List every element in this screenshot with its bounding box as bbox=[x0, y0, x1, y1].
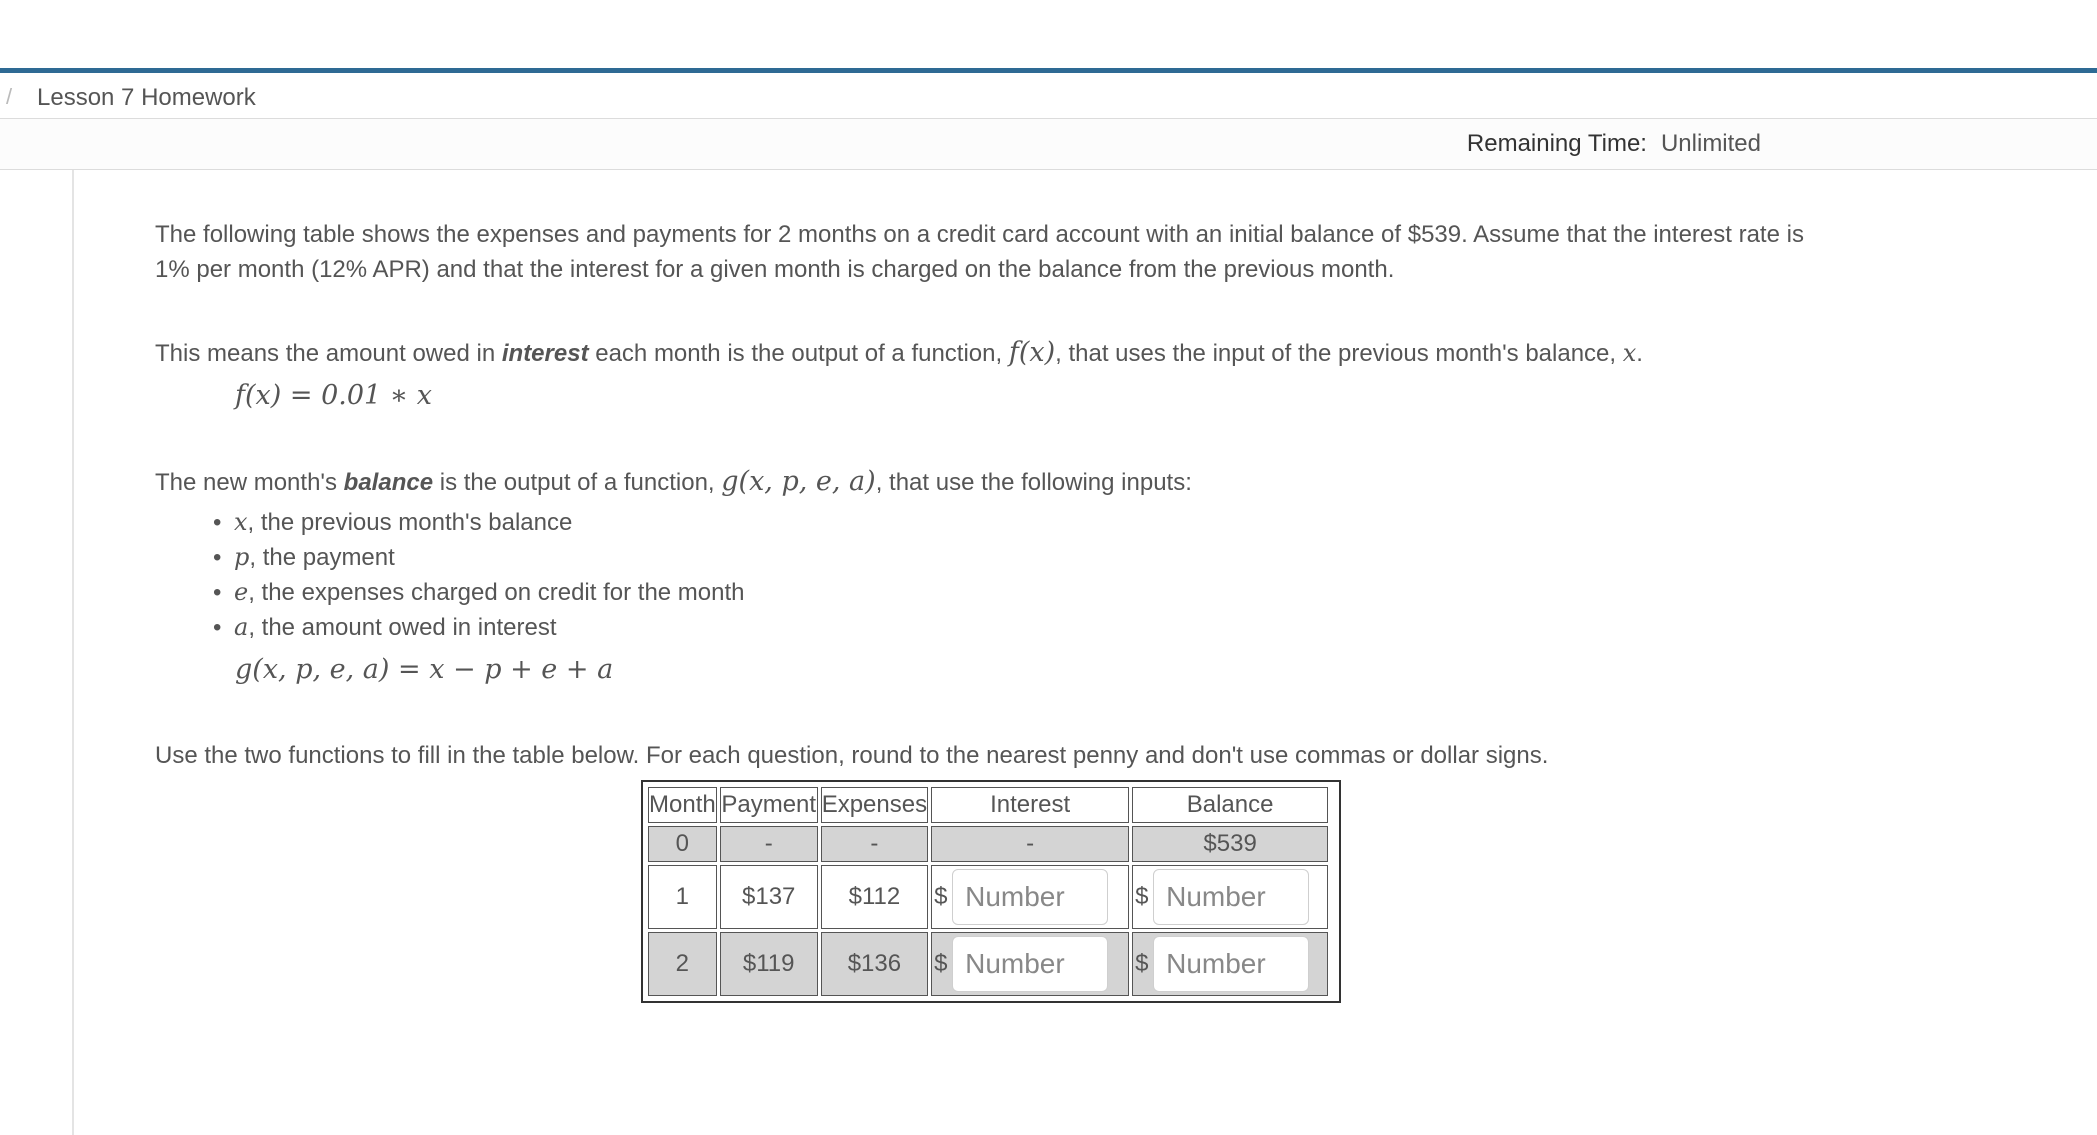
breadcrumb-separator: / bbox=[6, 84, 13, 109]
table-cell-payment: $137 bbox=[720, 865, 818, 929]
list-item-text: , the payment bbox=[249, 544, 395, 571]
column-header-balance: Balance bbox=[1132, 787, 1328, 823]
table-cell-interest bbox=[931, 865, 1129, 929]
remaining-time bbox=[1467, 130, 1761, 158]
interest-variable: x bbox=[1622, 339, 1637, 367]
table-cell-interest: - bbox=[931, 826, 1129, 862]
table-row bbox=[648, 932, 1328, 996]
breadcrumb bbox=[0, 73, 2097, 119]
list-item bbox=[213, 505, 745, 540]
currency-symbol: $ bbox=[934, 883, 948, 910]
instructions-paragraph: Use the two functions to fill in the table below. For each question, round to the nearest penny and don't use commas or dollar signs. bbox=[155, 742, 1549, 769]
list-item-text: , the expenses charged on credit for the month bbox=[248, 579, 745, 606]
balance-text-start: The new month's bbox=[155, 469, 344, 496]
column-header-interest: Interest bbox=[931, 787, 1129, 823]
currency-symbol: $ bbox=[1135, 883, 1149, 910]
left-divider bbox=[72, 170, 74, 1135]
interest-keyword: interest bbox=[501, 340, 589, 367]
month-1-balance-input[interactable] bbox=[1153, 869, 1309, 925]
table-row bbox=[648, 826, 1328, 862]
balance-paragraph bbox=[155, 464, 1192, 500]
balance-text-end: , that use the following inputs: bbox=[875, 469, 1192, 496]
list-item-variable: a bbox=[234, 613, 249, 641]
balance-function-notation: g(x, p, e, a) bbox=[721, 466, 876, 497]
month-2-interest-input[interactable] bbox=[952, 936, 1108, 992]
month-2-balance-input[interactable] bbox=[1153, 936, 1309, 992]
interest-text-mid: each month is the output of a function, bbox=[588, 340, 1009, 367]
input-list bbox=[213, 505, 745, 645]
table-cell-expenses: $112 bbox=[821, 865, 928, 929]
interest-text-period: . bbox=[1636, 340, 1643, 367]
list-item bbox=[213, 575, 745, 610]
interest-text-start: This means the amount owed in bbox=[155, 340, 502, 367]
answer-table bbox=[645, 784, 1331, 999]
remaining-time-value: Unlimited bbox=[1660, 130, 1761, 157]
column-header-payment: Payment bbox=[720, 787, 818, 823]
remaining-time-label: Remaining Time: bbox=[1466, 130, 1647, 157]
currency-symbol: $ bbox=[934, 950, 948, 977]
answer-cell bbox=[932, 936, 1128, 992]
list-item bbox=[213, 610, 745, 645]
list-item-variable: x bbox=[234, 508, 248, 536]
list-item-variable: e bbox=[234, 578, 249, 606]
intro-line-1: The following table shows the expenses and payments for 2 months on a credit card account with an initial balance of $539. Assume that the interest rate is bbox=[155, 221, 1804, 248]
table-header-row bbox=[648, 787, 1328, 823]
table-cell-month: 1 bbox=[648, 865, 717, 929]
answer-cell bbox=[1133, 936, 1327, 992]
table-cell-interest bbox=[931, 932, 1129, 996]
interest-function-notation: f(x) bbox=[1008, 337, 1056, 368]
intro-line-2: 1% per month (12% APR) and that the interest for a given month is charged on the balance from the previous month. bbox=[155, 256, 1395, 283]
interest-text-end: , that uses the input of the previous month's balance, bbox=[1055, 340, 1623, 367]
table-cell-expenses: $136 bbox=[821, 932, 928, 996]
interest-equation: f(x) = 0.01 ∗ x bbox=[235, 380, 432, 411]
column-header-month: Month bbox=[648, 787, 717, 823]
table-cell-payment: - bbox=[720, 826, 818, 862]
balance-keyword: balance bbox=[343, 469, 434, 496]
table-cell-expenses: - bbox=[821, 826, 928, 862]
list-item-text: , the previous month's balance bbox=[247, 509, 573, 536]
column-header-expenses: Expenses bbox=[821, 787, 928, 823]
answer-cell bbox=[932, 869, 1128, 925]
timer-bar bbox=[0, 119, 2097, 170]
balance-text-mid: is the output of a function, bbox=[433, 469, 722, 496]
table-cell-month: 2 bbox=[648, 932, 717, 996]
table-cell-balance bbox=[1132, 865, 1328, 929]
intro-paragraph bbox=[155, 217, 1804, 287]
table-cell-balance bbox=[1132, 932, 1328, 996]
currency-symbol: $ bbox=[1135, 950, 1149, 977]
table-cell-balance: $539 bbox=[1132, 826, 1328, 862]
table-cell-month: 0 bbox=[648, 826, 717, 862]
answer-table-frame bbox=[641, 780, 1341, 1003]
list-item bbox=[213, 540, 745, 575]
table-cell-payment: $119 bbox=[720, 932, 818, 996]
balance-equation: g(x, p, e, a) = x − p + e + a bbox=[235, 654, 614, 685]
table-row bbox=[648, 865, 1328, 929]
interest-paragraph bbox=[155, 335, 1643, 371]
month-1-interest-input[interactable] bbox=[952, 869, 1108, 925]
list-item-text: , the amount owed in interest bbox=[248, 614, 557, 641]
list-item-variable: p bbox=[234, 543, 250, 571]
page-title: Lesson 7 Homework bbox=[37, 84, 256, 111]
answer-cell bbox=[1133, 869, 1327, 925]
